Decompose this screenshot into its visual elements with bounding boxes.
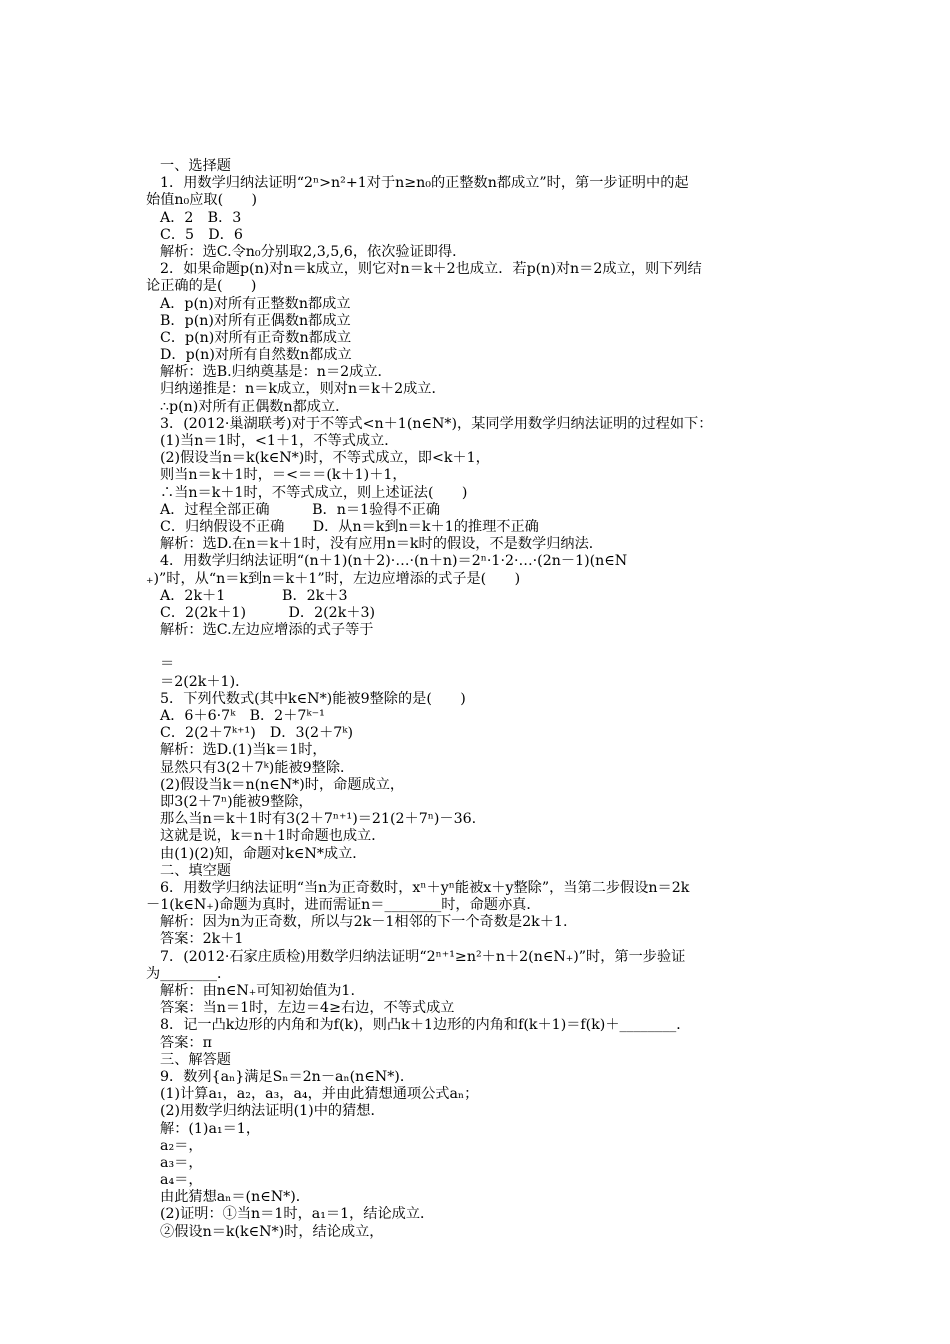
text-line: A．p(n)对所有正整数n都成立 <box>160 295 351 312</box>
text-line: 显然只有3(2＋7ᵏ)能被9整除． <box>160 759 355 776</box>
text-line: C．2(2＋7ᵏ⁺¹) D．3(2＋7ᵏ) <box>160 725 353 742</box>
text-line: ₊)”时，从“n＝k到n＝k＋1”时，左边应增添的式子是( ) <box>146 570 521 587</box>
text-line: A．2k＋1 B．2k＋3 <box>160 587 348 604</box>
text-line: 由此猜想aₙ＝(n∈N*)． <box>160 1189 310 1206</box>
text-line: C．归纳假设不正确 D．从n＝k到n＝k＋1的推理不正确 <box>160 518 539 535</box>
text-line: C．5 D．6 <box>160 226 243 243</box>
text-line: (2)假设当k＝n(n∈N*)时，命题成立， <box>160 776 405 793</box>
text-line: 解析：选C.令n₀分别取2,3,5,6，依次验证即得． <box>160 243 467 260</box>
text-line: 即3(2＋7ⁿ)能被9整除， <box>160 793 313 810</box>
text-line: ＝2(2k＋1)． <box>160 673 250 690</box>
text-line: (2)证明：①当n＝1时，a₁＝1，结论成立． <box>160 1206 435 1223</box>
text-line: (1)计算a₁，a₂，a₃，a₄，并由此猜想通项公式aₙ； <box>160 1086 479 1103</box>
text-line: 则当n＝k＋1时，＝<＝＝(k＋1)＋1， <box>160 467 407 484</box>
text-line: ②假设n＝k(k∈N*)时，结论成立， <box>160 1223 384 1240</box>
text-line: －1(k∈N₊)命题为真时，进而需证n＝________时，命题亦真． <box>146 897 541 914</box>
text-line: 归纳递推是：n＝k成立，则对n＝k＋2成立． <box>160 381 446 398</box>
text-line: D．p(n)对所有自然数n都成立 <box>160 347 352 364</box>
text-line: B．p(n)对所有正偶数n都成立 <box>160 312 351 329</box>
text-line: 解析：选D.在n＝k＋1时，没有应用n＝k时的假设，不是数学归纳法． <box>160 536 603 553</box>
text-line: 始值n₀应取( ) <box>146 192 258 209</box>
text-line: 解析：选B.归纳奠基是：n＝2成立． <box>160 364 392 381</box>
text-line: 三、解答题 <box>160 1051 231 1068</box>
text-line: 由(1)(2)知，命题对k∈N*成立． <box>160 845 367 862</box>
text-line: 4．用数学归纳法证明“(n＋1)(n＋2)·…·(n＋n)＝2ⁿ·1·2·…·(2n－1)(n∈N <box>160 553 628 570</box>
text-line: 解析：选C.左边应增添的式子等于 <box>160 622 374 639</box>
text-line: 一、选择题 <box>160 158 231 174</box>
text-line: 2．如果命题p(n)对n＝k成立，则它对n＝k＋2也成立．若p(n)对n＝2成立，则下列结 <box>160 261 702 278</box>
text-line: 那么当n＝k＋1时有3(2＋7ⁿ⁺¹)＝21(2＋7ⁿ)－36. <box>160 811 477 828</box>
text-line: A．过程全部正确 B．n＝1验得不正确 <box>160 501 441 518</box>
text-line: 答案：当n＝1时，左边＝4≥右边，不等式成立 <box>160 1000 455 1017</box>
text-line: A．6＋6·7ᵏ B．2＋7ᵏ⁻¹ <box>160 708 325 724</box>
text-line: C．2(2k＋1) D．2(2k＋3) <box>160 604 376 621</box>
text-line: 答案：2k＋1 <box>160 931 244 948</box>
text-line: 3．(2012·巢湖联考)对于不等式<n＋1(n∈N*)，某同学用数学归纳法证明的过程如下： <box>160 415 713 432</box>
text-line: 解析：由n∈N₊可知初始值为1. <box>160 983 355 999</box>
text-line: (1)当n＝1时，<1＋1，不等式成立． <box>160 433 399 449</box>
document-page <box>146 158 810 1241</box>
text-line: ∴当n＝k＋1时，不等式成立，则上述证法( ) <box>160 484 468 501</box>
text-line: 1．用数学归纳法证明“2ⁿ>n²+1对于n≥n₀的正整数n都成立”时，第一步证明中的起 <box>160 175 689 192</box>
text-line: 这就是说，k＝n＋1时命题也成立． <box>160 828 386 845</box>
text-line: 解：(1)a₁＝1， <box>160 1120 261 1137</box>
text-line: (2)假设当n＝k(k∈N*)时，不等式成立，即<k＋1， <box>160 450 490 467</box>
text-line: a₃＝， <box>160 1154 203 1171</box>
text-line: 9．数列{aₙ}满足Sₙ＝2n－aₙ(n∈N*)． <box>160 1068 415 1085</box>
text-line: 解析：因为n为正奇数，所以与2k－1相邻的下一个奇数是2k＋1. <box>160 914 568 931</box>
text-line: 二、填空题 <box>160 862 231 879</box>
text-line: 8．记一凸k边形的内角和为f(k)，则凸k＋1边形的内角和f(k＋1)＝f(k)＋________． <box>160 1017 691 1034</box>
text-line: (2)用数学归纳法证明(1)中的猜想． <box>160 1103 385 1120</box>
text-line: a₂＝， <box>160 1137 203 1154</box>
text-line: 论正确的是( ) <box>146 278 257 295</box>
text-line: 答案：π <box>160 1034 212 1051</box>
text-line: C．p(n)对所有正奇数n都成立 <box>160 329 352 346</box>
text-line: 为________． <box>146 965 232 982</box>
text-line: 7．(2012·石家庄质检)用数学归纳法证明“2ⁿ⁺¹≥n²＋n＋2(n∈N₊)”时，第一步验证 <box>160 948 686 965</box>
text-line: 解析：选D.(1)当k＝1时， <box>160 742 327 759</box>
text-line: 5．下列代数式(其中k∈N*)能被9整除的是( ) <box>160 690 466 707</box>
text-line <box>146 639 810 656</box>
text-line: A．2 B．3 <box>160 209 242 226</box>
text-line: 6．用数学归纳法证明“当n为正奇数时，xⁿ＋yⁿ能被x＋y整除”，当第二步假设n＝2k <box>160 879 690 896</box>
text-line: ∴p(n)对所有正偶数n都成立． <box>160 398 350 415</box>
text-line: a₄＝， <box>160 1172 203 1189</box>
text-line: ＝ <box>160 656 175 673</box>
